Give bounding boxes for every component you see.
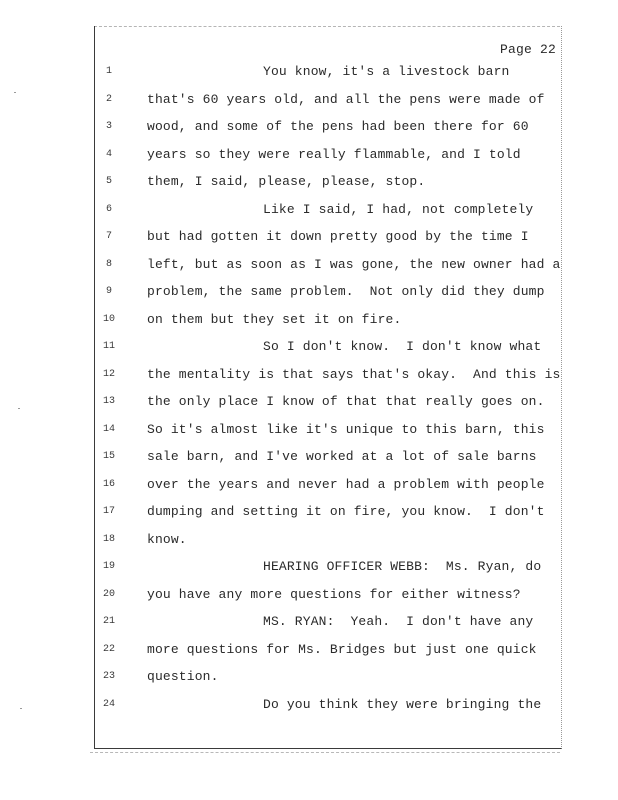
transcript-line xyxy=(0,695,618,715)
line-text: but had gotten it down pretty good by the time I xyxy=(147,229,529,244)
transcript-line xyxy=(0,475,618,495)
scan-mark xyxy=(18,408,20,409)
scan-mark xyxy=(20,708,22,709)
line-number: 4 xyxy=(105,148,112,160)
line-text: question. xyxy=(147,669,219,684)
line-number: 8 xyxy=(105,258,112,270)
line-text: on them but they set it on fire. xyxy=(147,311,402,327)
transcript-line xyxy=(0,62,618,82)
line-text: the only place I know of that that really goes on. xyxy=(147,394,545,409)
line-text: the mentality is that says that's okay. And this is xyxy=(147,366,561,382)
page-number: Page 22 xyxy=(499,42,556,57)
line-text: So I don't know. I don't know what xyxy=(263,339,542,354)
line-text: that's 60 years old, and all the pens were made of xyxy=(147,91,545,107)
line-number: 19 xyxy=(102,561,115,572)
line-number: 15 xyxy=(102,451,115,462)
transcript-line xyxy=(0,255,618,275)
line-text: you have any more questions for either witness? xyxy=(147,586,521,602)
transcript-line xyxy=(0,667,618,687)
transcript-line xyxy=(0,145,618,165)
line-number: 13 xyxy=(102,396,115,407)
line-number: 7 xyxy=(105,231,112,242)
transcript-line xyxy=(0,502,618,522)
transcript-line xyxy=(0,172,618,192)
transcript-line xyxy=(0,200,618,220)
transcript-line xyxy=(0,612,618,632)
transcript-line xyxy=(0,530,618,550)
line-text: You know, it's a livestock barn xyxy=(263,64,510,79)
transcript-line xyxy=(0,365,618,385)
transcript-line xyxy=(0,447,618,467)
line-text: dumping and setting it on fire, you know. I don't xyxy=(147,504,545,519)
line-number: 22 xyxy=(102,643,115,655)
line-text: them, I said, please, please, stop. xyxy=(147,174,426,189)
transcript-line xyxy=(0,420,618,440)
line-text: Like I said, I had, not completely xyxy=(263,201,534,217)
line-number: 10 xyxy=(102,313,115,325)
transcript-line xyxy=(0,310,618,330)
transcript-line xyxy=(0,227,618,247)
line-number: 5 xyxy=(105,176,112,187)
line-text: problem, the same problem. Not only did they dump xyxy=(147,284,545,299)
line-text: know. xyxy=(147,531,187,547)
line-number: 21 xyxy=(102,616,115,627)
line-number: 17 xyxy=(102,506,115,517)
transcript-line xyxy=(0,337,618,357)
line-text: years so they were really flammable, and I told xyxy=(147,146,521,162)
transcript-line xyxy=(0,640,618,660)
transcript-line xyxy=(0,90,618,110)
line-text: sale barn, and I've worked at a lot of sale barns xyxy=(147,449,537,464)
line-text: Do you think they were bringing the xyxy=(263,696,542,712)
line-number: 23 xyxy=(102,671,115,682)
line-text: over the years and never had a problem with people xyxy=(147,476,545,492)
line-number: 24 xyxy=(102,698,115,710)
line-number: 18 xyxy=(102,533,115,545)
footer-rule xyxy=(90,752,560,753)
line-number: 9 xyxy=(105,286,112,297)
line-number: 11 xyxy=(102,341,115,352)
line-text: more questions for Ms. Bridges but just one quick xyxy=(147,641,537,657)
line-number: 12 xyxy=(102,368,115,380)
line-number: 14 xyxy=(102,423,115,435)
line-text: HEARING OFFICER WEBB: Ms. Ryan, do xyxy=(263,559,542,574)
line-number: 6 xyxy=(105,203,112,215)
line-number: 1 xyxy=(105,66,112,77)
transcript-line xyxy=(0,557,618,577)
scan-mark xyxy=(14,92,16,93)
line-text: wood, and some of the pens had been there for 60 xyxy=(147,119,529,134)
line-text: MS. RYAN: Yeah. I don't have any xyxy=(263,614,534,629)
line-number: 16 xyxy=(102,478,115,490)
transcript-line xyxy=(0,392,618,412)
transcript-line xyxy=(0,117,618,137)
line-text: So it's almost like it's unique to this barn, this xyxy=(147,421,545,437)
transcript-line xyxy=(0,282,618,302)
transcript-line xyxy=(0,585,618,605)
line-number: 2 xyxy=(105,93,112,105)
line-number: 20 xyxy=(102,588,115,600)
line-text: left, but as soon as I was gone, the new owner had a xyxy=(147,256,561,272)
line-number: 3 xyxy=(105,121,112,132)
